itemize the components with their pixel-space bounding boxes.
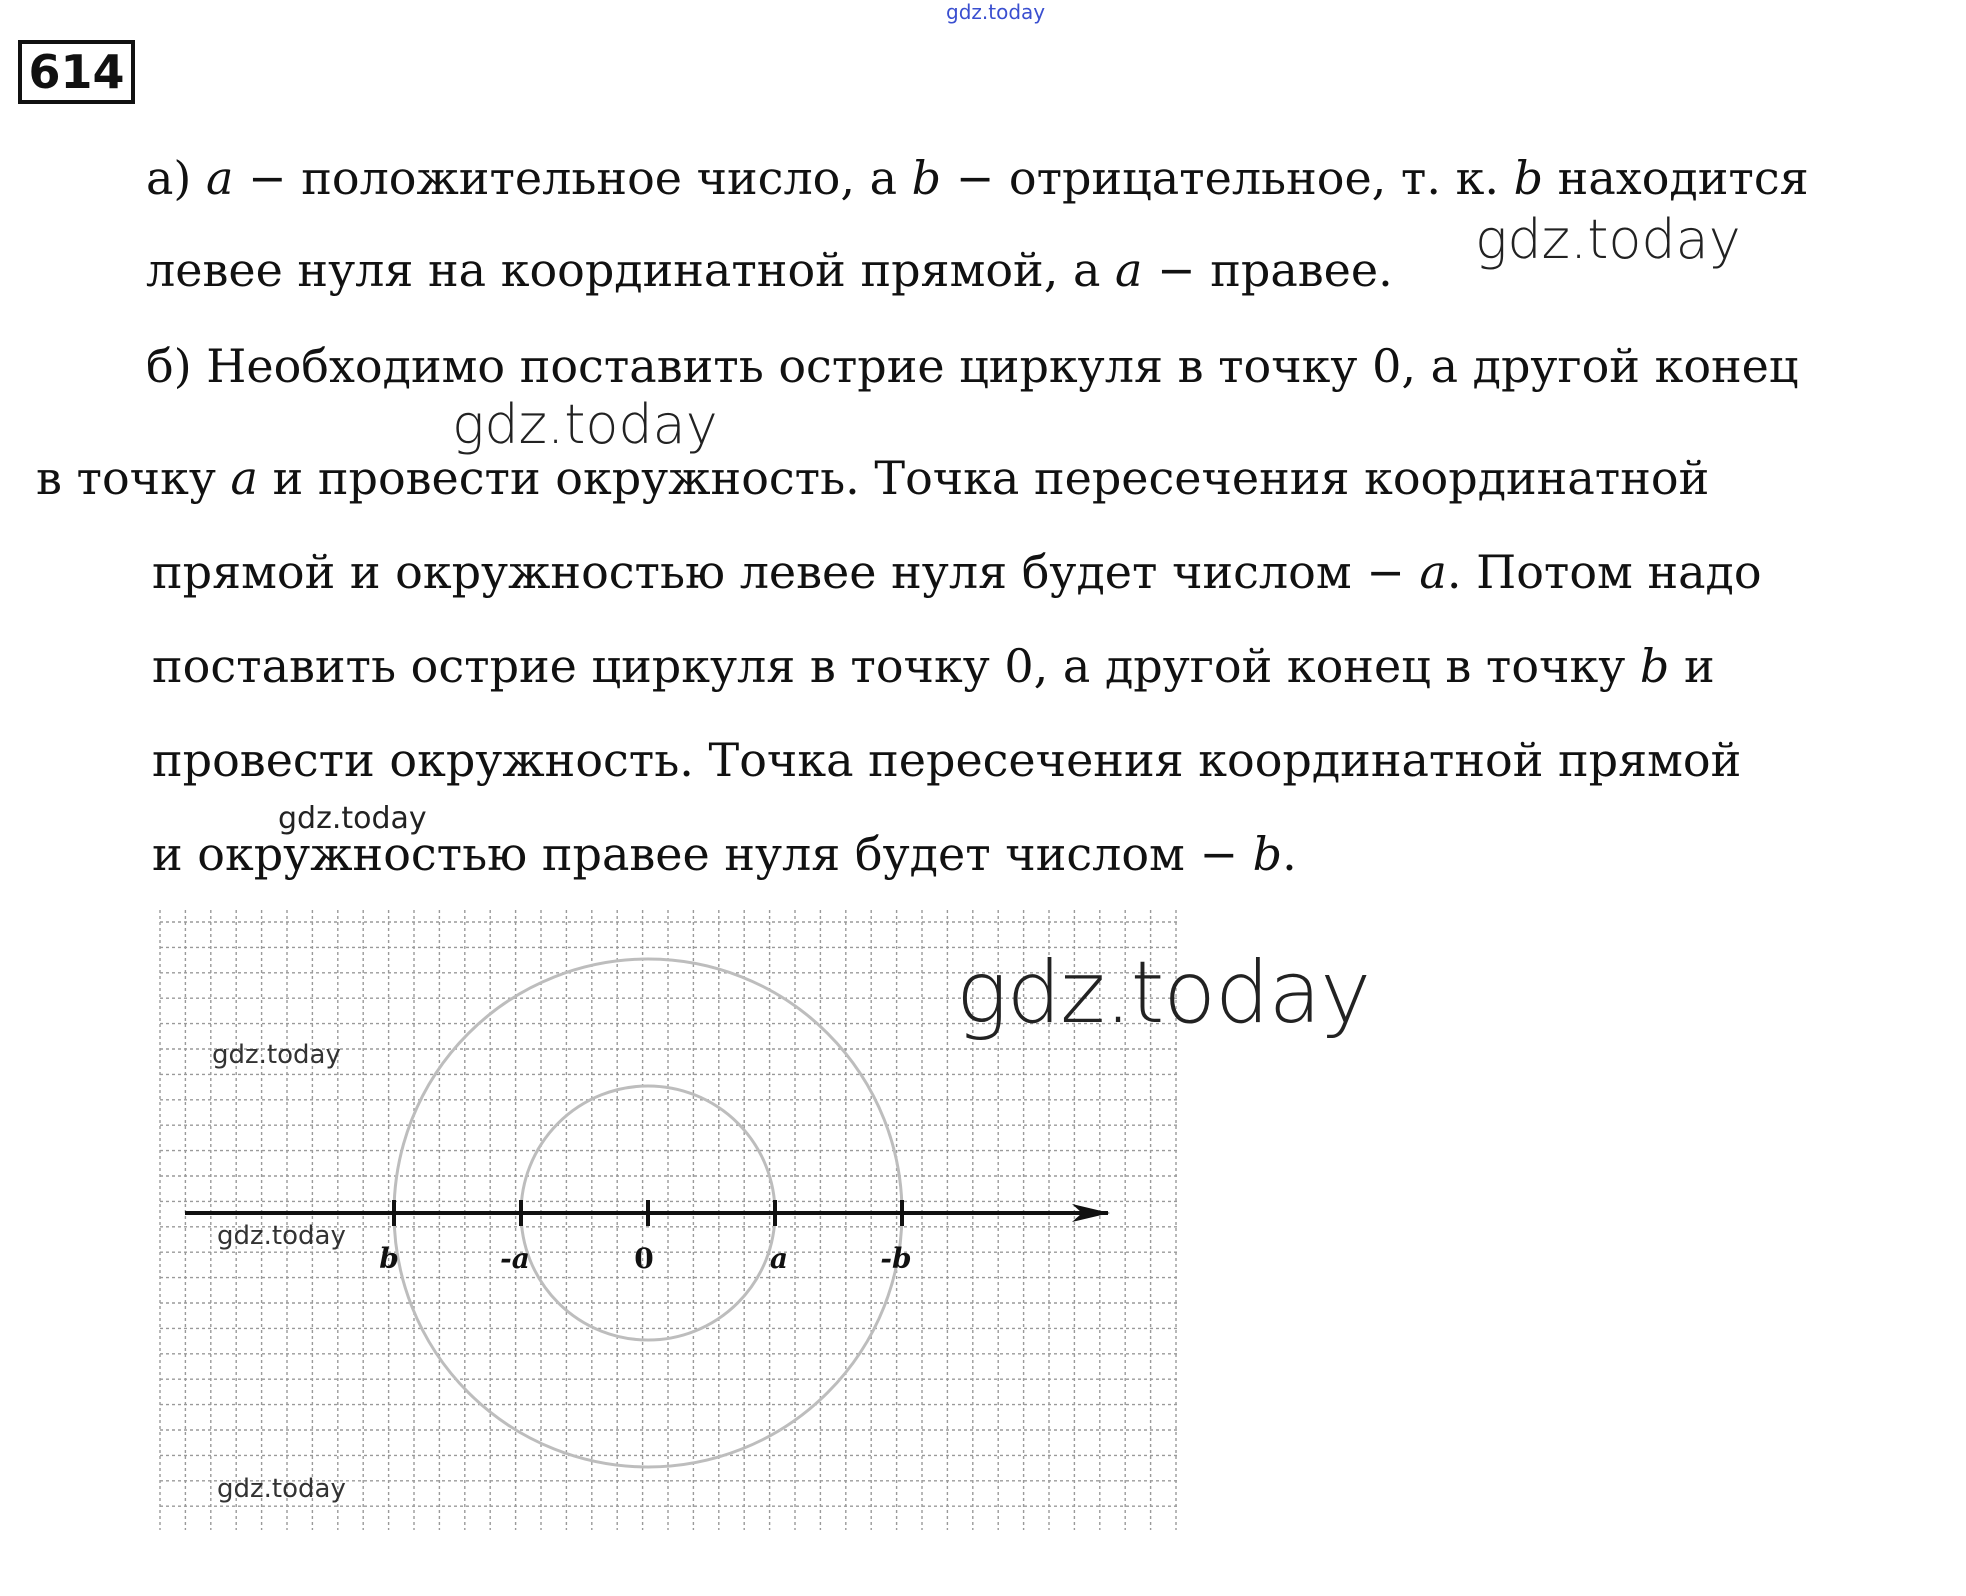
axis-tick-label: 0 [634,1242,654,1275]
axis-tick-labels [379,1242,911,1275]
paragraph-b-line-1: б) Необходимо поставить острие циркуля в точку 0, а другой конец [146,339,1799,393]
watermark: gdz.today [217,1221,346,1251]
paragraph-b-line-6: и окружностью правее нуля будет числом − b. [152,827,1297,881]
axis-tick-label: -b [880,1242,912,1275]
paragraph-b-line-2: в точку a и провести окружность. Точка пересечения координатной [36,451,1710,505]
paragraph-a-line-1: а) a − положительное число, а b − отрицательное, т. к. b находится [146,151,1809,205]
paragraph-b-line-3: прямой и окружностью левее нуля будет числом − a. Потом надо [152,545,1762,599]
paragraph-b-line-4: поставить острие циркуля в точку 0, а другой конец в точку b и [152,639,1715,693]
watermark: gdz.today [217,1474,346,1504]
axis-tick-label: a [769,1242,789,1275]
paragraph-b-line-5: провести окружность. Точка пересечения координатной прямой [152,733,1742,787]
axis-tick-label: -a [500,1242,530,1275]
axis-tick-label: b [379,1242,399,1275]
watermark: gdz.today [452,393,718,456]
watermark: gdz.today [956,943,1371,1043]
top-watermark: gdz.today [946,0,1046,24]
problem-number: 614 [18,40,135,104]
watermark: gdz.today [1475,208,1741,271]
paragraph-a-line-2: левее нуля на координатной прямой, а a − правее. [146,243,1393,297]
watermark: gdz.today [278,801,427,836]
watermark: gdz.today [212,1040,341,1070]
